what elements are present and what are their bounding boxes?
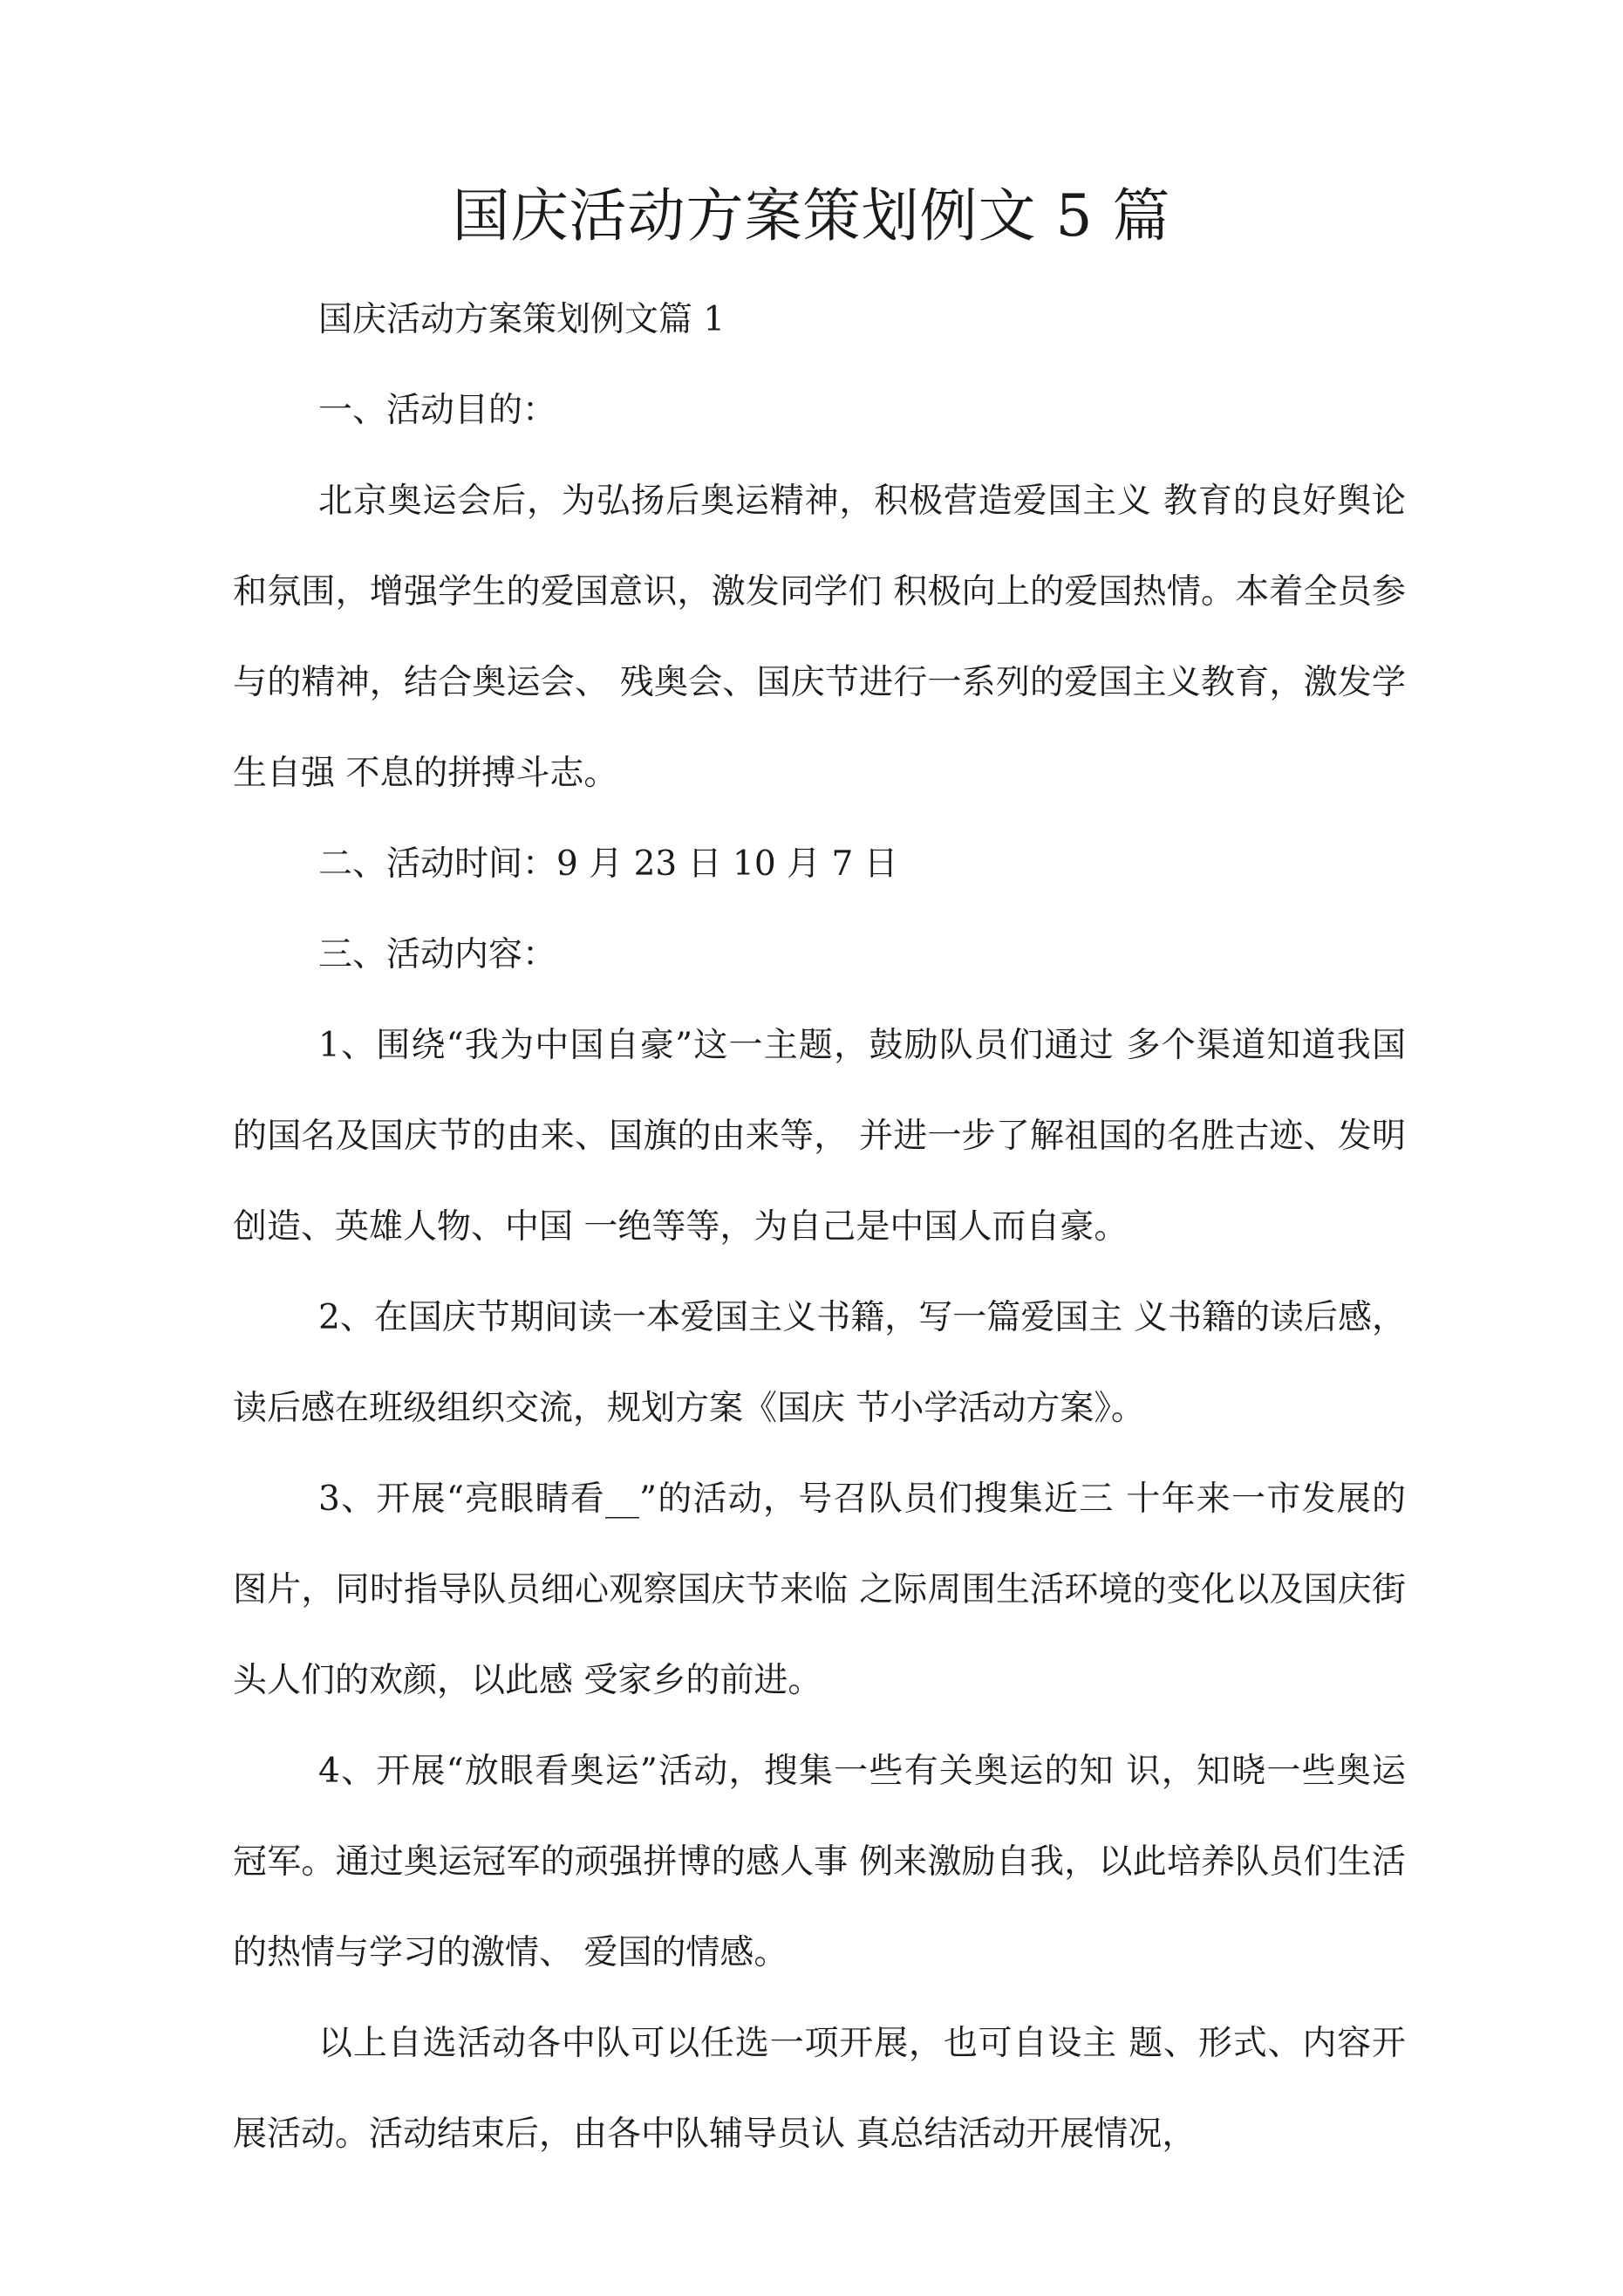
document-body xyxy=(233,275,1406,2180)
heading-activity-time: 二、活动时间：9 月 23 日 10 月 7 日 xyxy=(318,844,898,884)
paragraph-summary: 以上自选活动各中队可以任选一项开展，也可自设主 题、形式、内容开展活动。活动结束后，由各中队辅导员认 真总结活动开展情况， xyxy=(233,2024,1406,2154)
paragraph-content-item-4: 4、开展“放眼看奥运”活动，搜集一些有关奥运的知 识，知晓一些奥运冠军。通过奥运冠军的顽强拼博的感人事 例来激励自我，以此培养队员们生活的热情与学习的激情、 爱国的情感。 xyxy=(233,1752,1406,1972)
section-heading-article-1: 国庆活动方案策划例文篇 1 xyxy=(318,300,726,339)
paragraph-content-item-2: 2、在国庆节期间读一本爱国主义书籍，写一篇爱国主 义书籍的读后感，读后感在班级组织交流，规划方案《国庆 节小学活动方案》。 xyxy=(233,1298,1406,1428)
heading-activity-content: 三、活动内容： xyxy=(318,935,557,974)
heading-activity-purpose: 一、活动目的： xyxy=(318,391,557,430)
paragraph-content-item-1: 1、围绕“我为中国自豪”这一主题，鼓励队员们通过 多个渠道知道我国的国名及国庆节的由来、国旗的由来等， 并进一步了解祖国的名胜古迹、发明创造、英雄人物、中国 一绝等等，为自己是中国人而自豪。 xyxy=(233,1026,1406,1247)
paragraph-purpose: 北京奥运会后，为弘扬后奥运精神，积极营造爱国主义 教育的良好舆论和氛围，增强学生的爱国意识，激发同学们 积极向上的爱国热情。本着全员参与的精神，结合奥运会、 残奥会、国庆节进行一系列的爱国主义教育，激发学生自强 不息的拼搏斗志。 xyxy=(233,482,1406,793)
document-title: 国庆活动方案策划例文 5 篇 xyxy=(452,182,1171,249)
paragraph-content-item-3: 3、开展“亮眼睛看__”的活动，号召队员们搜集近三 十年来一市发展的图片，同时指导队员细心观察国庆节来临 之际周围生活环境的变化以及国庆街头人们的欢颜，以此感 受家乡的前进。 xyxy=(233,1479,1406,1700)
